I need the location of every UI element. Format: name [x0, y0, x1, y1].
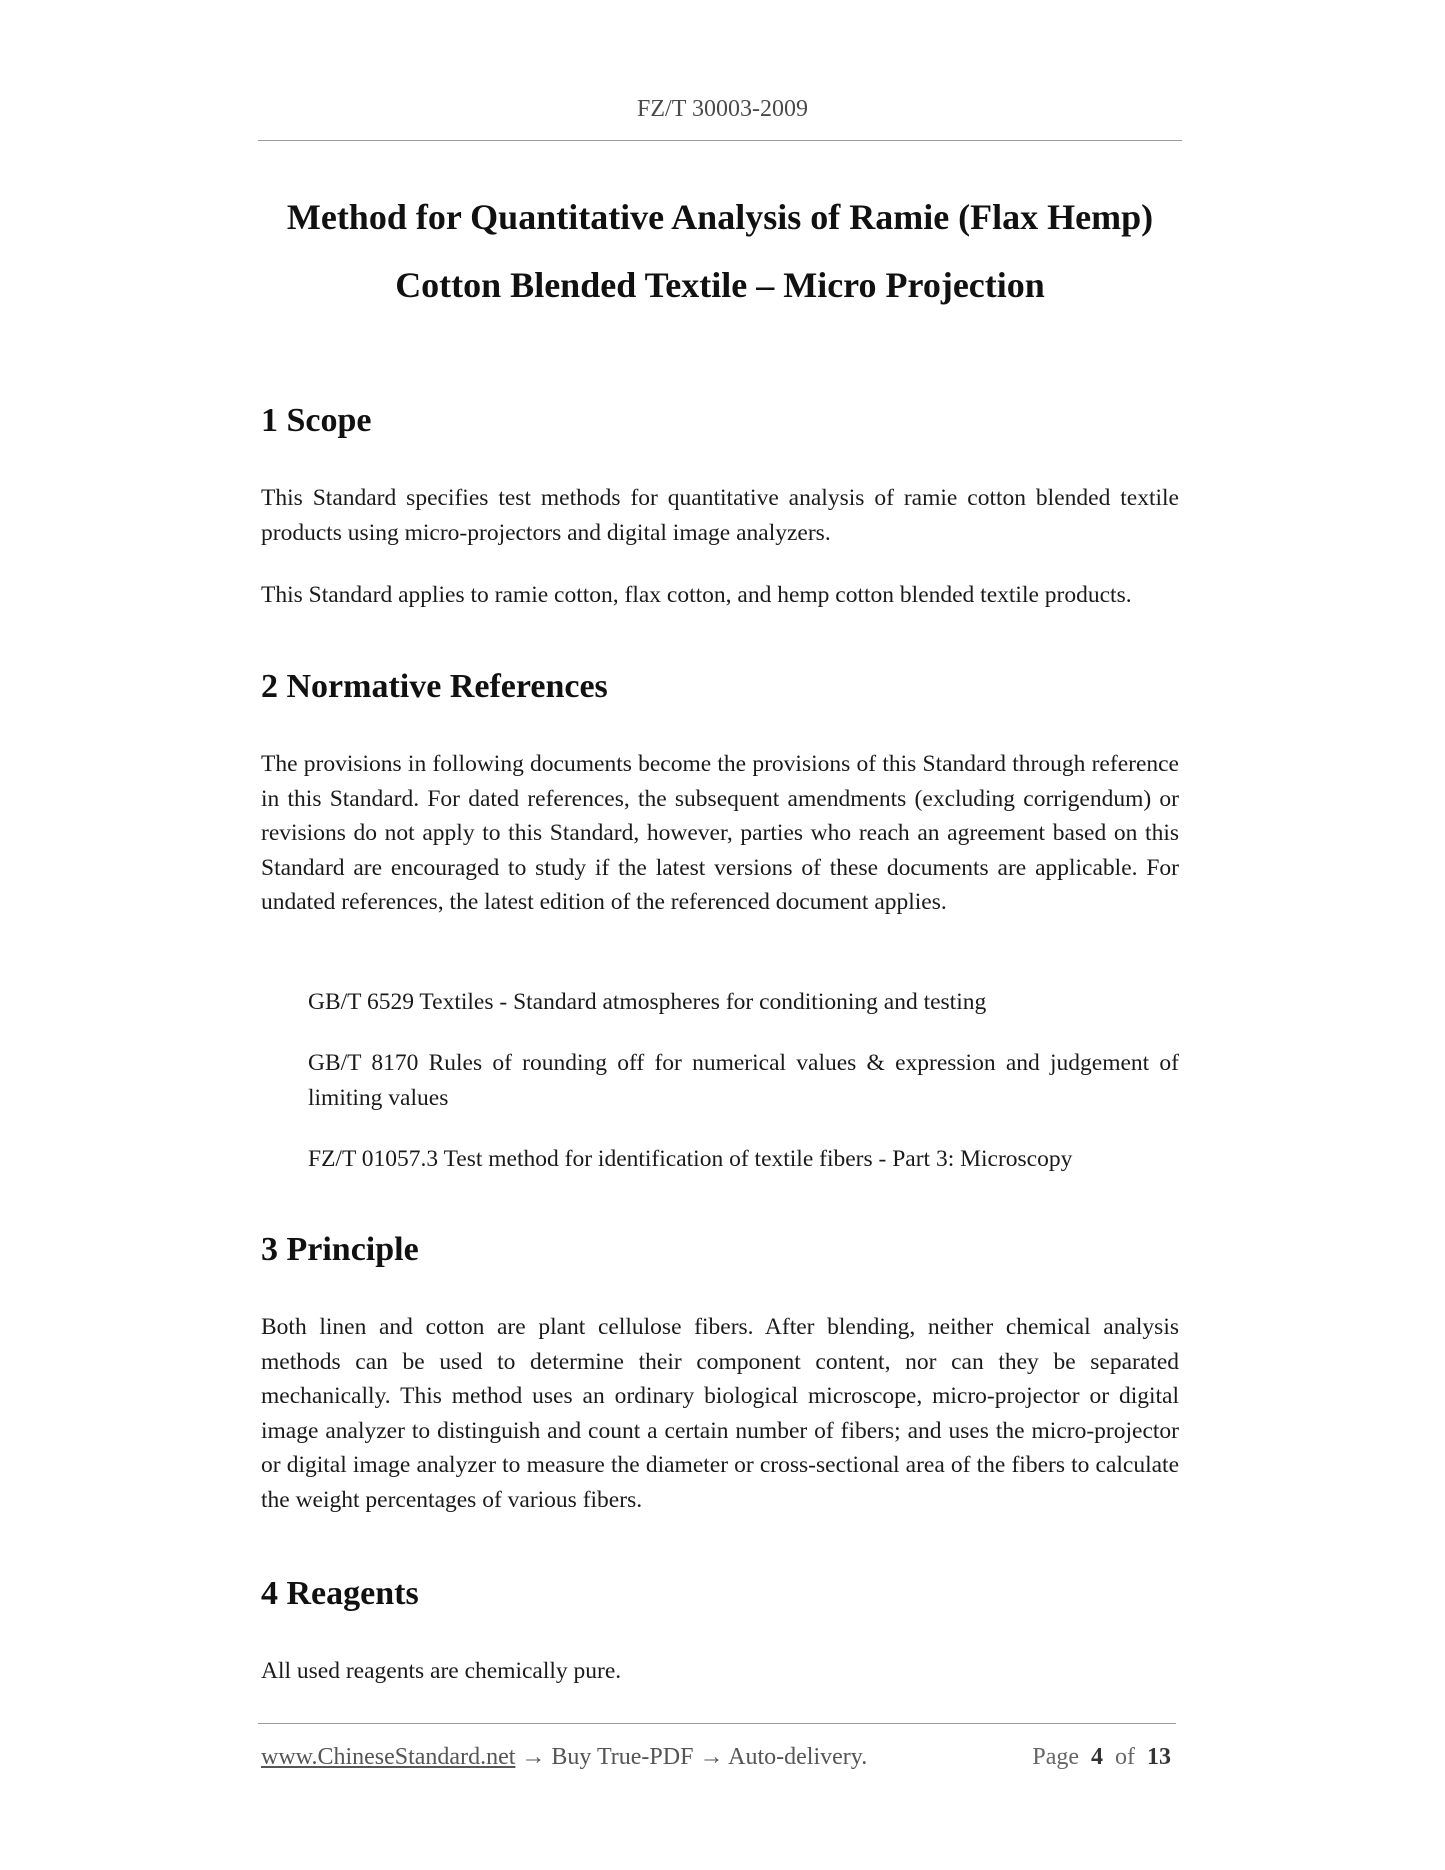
- page-of-label: of: [1115, 1744, 1135, 1770]
- reference-item-gbt-6529: GB/T 6529 Textiles - Standard atmospheres for conditioning and testing: [308, 989, 987, 1015]
- chinesestandard-link[interactable]: www.ChineseStandard.net: [261, 1744, 516, 1770]
- section-heading-principle: 3 Principle: [261, 1231, 419, 1268]
- reagents-paragraph: All used reagents are chemically pure.: [261, 1658, 622, 1684]
- section-heading-scope: 1 Scope: [261, 402, 372, 439]
- page-indicator: [1032, 1744, 1171, 1771]
- document-title-line-1: Method for Quantitative Analysis of Ramie (Flax Hemp): [286, 197, 1154, 237]
- scope-paragraph-1: This Standard specifies test methods for quantitative analysis of ramie cotton blended textile products using micro-projectors and digital image analyzers.: [261, 485, 1179, 546]
- scope-paragraph-2: This Standard applies to ramie cotton, flax cotton, and hemp cotton blended textile products.: [261, 582, 1132, 608]
- principle-paragraph: Both linen and cotton are plant cellulose fibers. After blending, neither chemical analysis methods can be used to determine their component content, nor can they be separated mechanically. This method uses an ordinary biological microscope, micro-projector or digital image analyzer to distinguish and count a certain number of fibers; and uses the micro-projector or digital image analyzer to measure the diameter or cross-sectional area of the fibers to calculate the weight percentages of various fibers.: [261, 1314, 1179, 1513]
- document-title-line-2: Cotton Blended Textile – Micro Projection: [395, 265, 1045, 305]
- header-standard-code: FZ/T 30003-2009: [637, 96, 808, 122]
- section-heading-normative-references: 2 Normative References: [261, 668, 608, 705]
- page-label: Page: [1032, 1744, 1079, 1770]
- section-heading-reagents: 4 Reagents: [261, 1575, 419, 1612]
- reference-item-fzt-01057-3: FZ/T 01057.3 Test method for identification of textile fibers - Part 3: Microscopy: [308, 1146, 1073, 1172]
- reference-item-gbt-8170: GB/T 8170 Rules of rounding off for numerical values & expression and judgement of limiting values: [308, 1050, 1179, 1111]
- footer-auto-delivery-text: Auto-delivery.: [728, 1744, 868, 1770]
- header-divider: [258, 140, 1182, 141]
- normative-paragraph: The provisions in following documents become the provisions of this Standard through reference in this Standard. For dated references, the subsequent amendments (excluding corrigendum) or revisions do not apply to this Standard, however, parties who reach an agreement based on this Standard are encouraged to study if the latest versions of these documents are applicable. For undated references, the latest edition of the referenced document applies.: [261, 751, 1179, 916]
- arrow-right-icon: →: [521, 1744, 546, 1770]
- footer-divider: [258, 1723, 1176, 1724]
- footer-promo: [261, 1744, 867, 1771]
- arrow-right-icon: →: [699, 1744, 724, 1770]
- footer-buy-text: Buy True-PDF: [551, 1744, 694, 1770]
- current-page-number: 4: [1091, 1744, 1103, 1770]
- total-pages-number: 13: [1147, 1744, 1171, 1770]
